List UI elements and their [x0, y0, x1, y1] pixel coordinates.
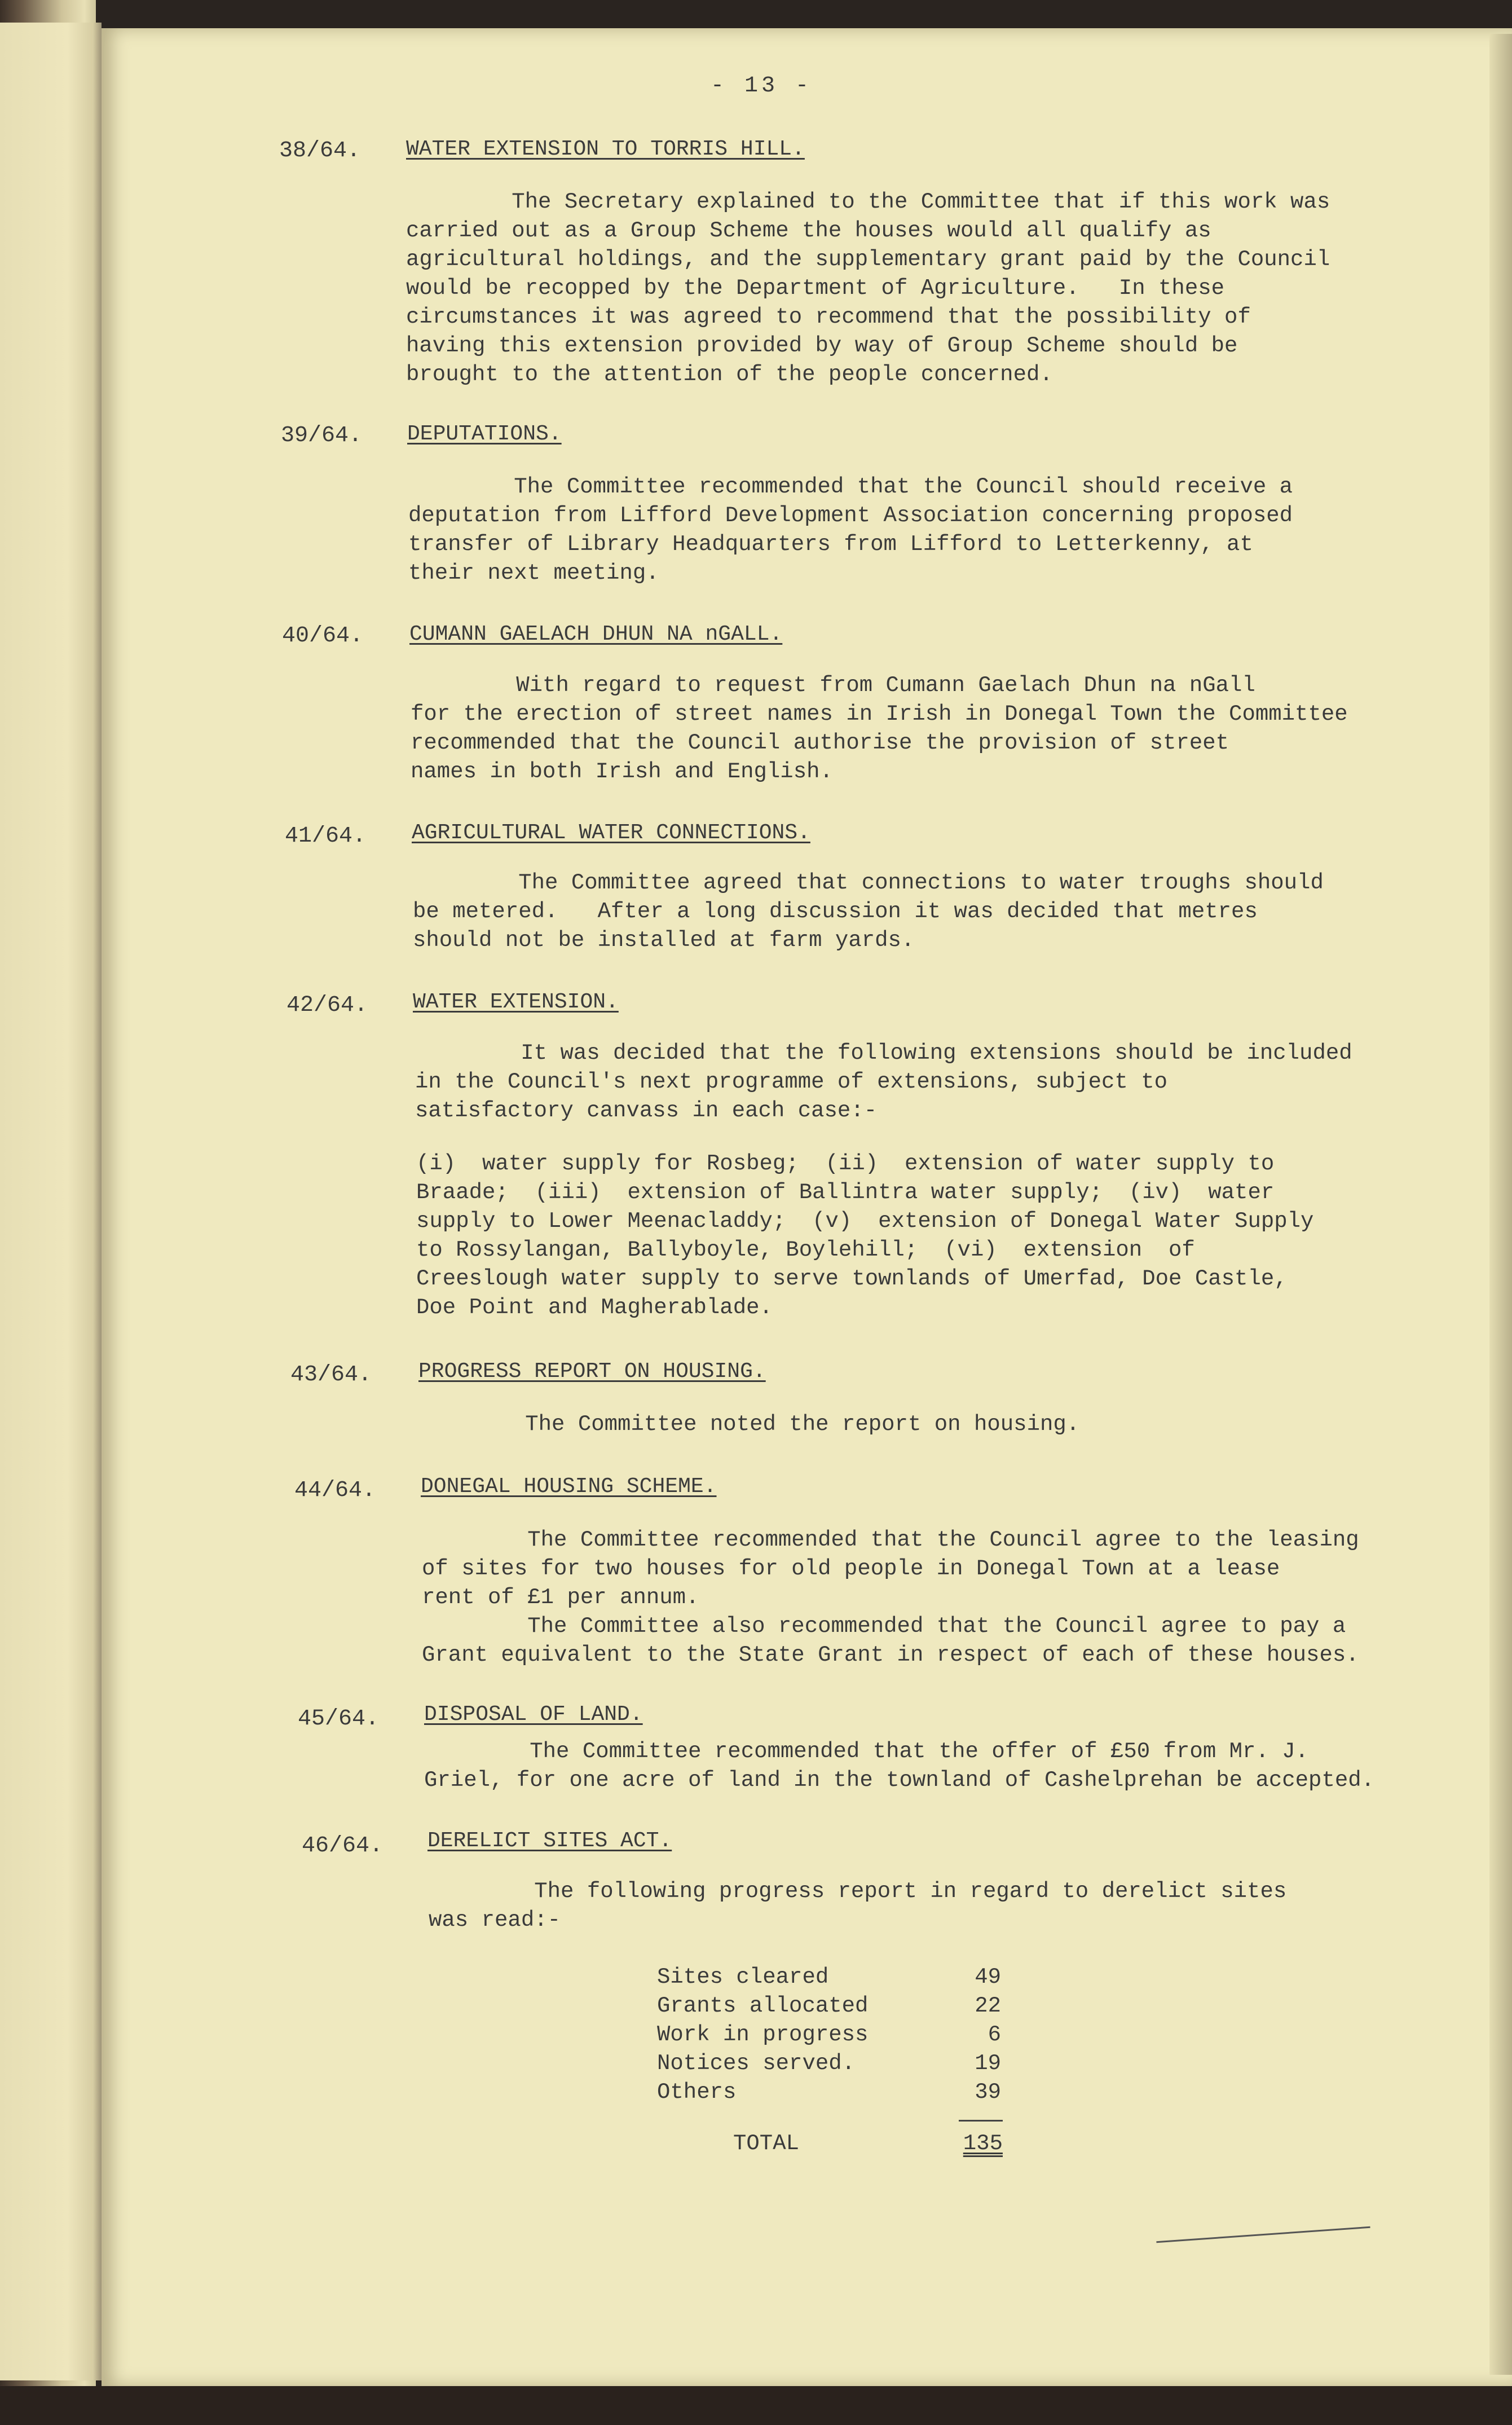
section-number: 44/64. — [294, 1478, 376, 1503]
table-row — [657, 2021, 1001, 2049]
section-number: 42/64. — [286, 993, 368, 1018]
section-heading: CUMANN GAELACH DHUN NA nGALL. — [409, 622, 783, 646]
section-heading: DEPUTATIONS. — [407, 422, 562, 446]
table-row — [657, 2049, 1001, 2078]
table-cell-label: Others — [657, 2080, 737, 2105]
table-cell-value: 39 — [975, 2080, 1001, 2105]
section-number: 43/64. — [290, 1362, 372, 1388]
section-heading: PROGRESS REPORT ON HOUSING. — [418, 1359, 766, 1384]
section-paragraph: With regard to request from Cumann Gaelach Dhun na nGall for the erection of street names in Irish in Donegal Town the Committee recommended that the Council authorise the provision of street names in both Irish and English. — [411, 673, 1348, 784]
table-row — [657, 1992, 1001, 2021]
section-heading: DISPOSAL OF LAND. — [424, 1702, 643, 1727]
section-number: 39/64. — [281, 423, 363, 448]
table-total-label: TOTAL — [733, 2131, 800, 2156]
page-number: - 13 - — [711, 73, 813, 99]
section-paragraph: The Committee noted the report on housing. — [420, 1412, 1080, 1437]
table-row — [657, 1963, 1001, 1992]
table-cell-label: Grants allocated — [657, 1993, 869, 2018]
section-paragraph: The Committee recommended that the Council should receive a deputation from Lifford Development Association concerning proposed transfer of Library Headquarters from Lifford to Letterkenny, at their next meeting. — [408, 474, 1293, 586]
section-paragraph: (i) water supply for Rosbeg; (ii) extension of water supply to Braade; (iii) extension of Ballintra water supply; (iv) water supply to Lower Meenacladdy; (v) extension of Donegal Water Supply to Rossylangan, Ballyboyle, Boylehill; (vi) extension of Creeslough water supply to serve townlands of Umerfad, Doe Castle, Doe Point and Magherablade. — [416, 1151, 1314, 1320]
section-number: 40/64. — [282, 623, 364, 649]
section-paragraph: The Committee agreed that connections to water troughs should be metered. After a long discussion it was decided that metres should not be installed at farm yards. — [413, 870, 1324, 953]
section-paragraph: It was decided that the following extensions should be included in the Council's next programme of extensions, subject to satisfactory canvass in each case:- — [415, 1041, 1352, 1123]
section-heading: DONEGAL HOUSING SCHEME. — [421, 1475, 717, 1499]
section-heading: DERELICT SITES ACT. — [427, 1829, 672, 1853]
section-paragraph: The Secretary explained to the Committee that if this work was carried out as a Group Scheme the houses would all qualify as agricultural holdings, and the supplementary grant paid by the Council would be recopped by the Department of Agriculture. In these circumstances it was agreed to recommend that the possibility of having this extension provided by way of Group Scheme should be brought to the attention of the people concerned. — [406, 190, 1330, 387]
table-row — [733, 2129, 1003, 2158]
section-number: 38/64. — [279, 138, 361, 164]
table-row — [657, 2078, 1001, 2107]
table-total-value: 135 — [963, 2131, 1003, 2156]
section-number: 45/64. — [298, 1706, 380, 1732]
table-cell-label: Notices served. — [657, 2051, 856, 2076]
section-heading: WATER EXTENSION TO TORRIS HILL. — [406, 137, 805, 161]
page-stack-edge — [1489, 34, 1512, 2375]
table-cell-label: Work in progress — [657, 2022, 869, 2047]
section-heading: AGRICULTURAL WATER CONNECTIONS. — [412, 821, 810, 845]
section-heading: WATER EXTENSION. — [413, 990, 619, 1014]
section-paragraph: The following progress report in regard to derelict sites was read:- — [429, 1879, 1287, 1933]
derelict-sites-table — [657, 1963, 1001, 2107]
section-paragraph: The Committee recommended that the offer of £50 from Mr. J. Griel, for one acre of land in the townland of Cashelprehan be accepted. — [424, 1739, 1375, 1793]
table-cell-value: 6 — [988, 2022, 1001, 2047]
section-paragraph: The Committee recommended that the Council agree to the leasing of sites for two houses for old people in Donegal Town at a lease rent of £1 per annum. The Committee also recommended that the Council agree to pay a Grant equivalent to the State Grant in respect of each of these houses. — [422, 1528, 1359, 1667]
section-number: 41/64. — [285, 824, 367, 849]
book-cover-bottom — [0, 2386, 1512, 2425]
table-cell-value: 19 — [975, 2051, 1001, 2076]
section-number: 46/64. — [302, 1833, 383, 1859]
table-cell-label: Sites cleared — [657, 1965, 829, 1990]
facing-page-edge — [0, 23, 102, 2380]
table-total-row — [733, 2129, 1003, 2158]
table-cell-value: 49 — [975, 1965, 1001, 1990]
total-rule — [959, 2120, 1003, 2122]
table-cell-value: 22 — [975, 1993, 1001, 2018]
